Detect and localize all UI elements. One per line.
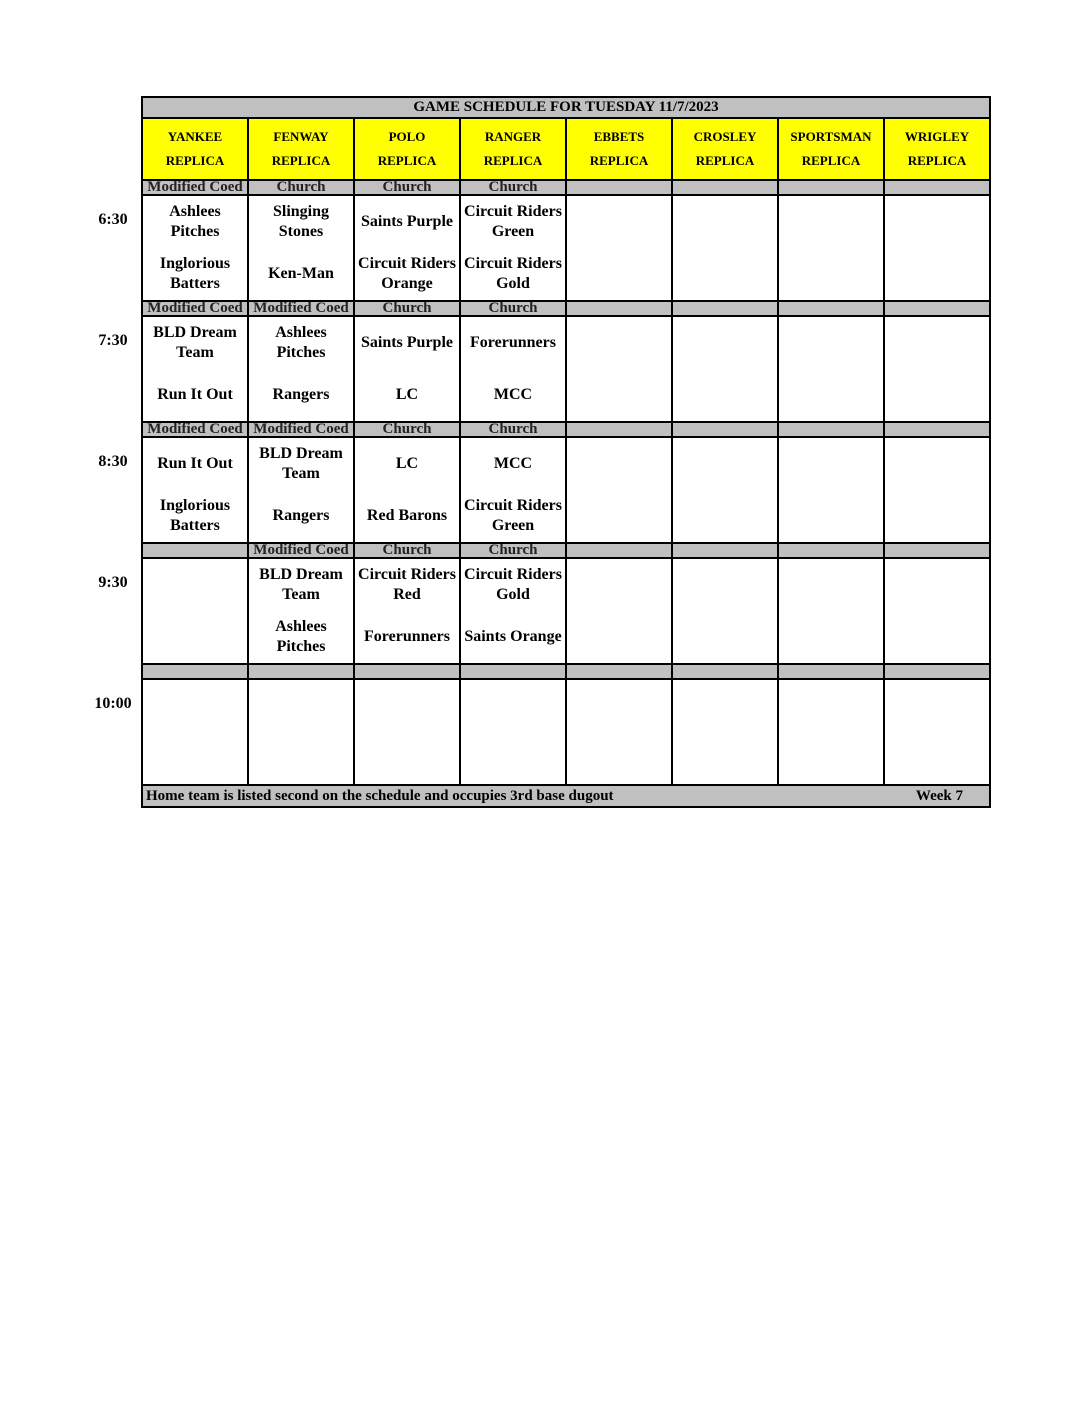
field-subtitle: REPLICA [695,153,755,168]
division-label [884,180,990,195]
division-row [142,180,990,195]
division-label [566,301,672,316]
away-team [567,196,671,248]
field-header-yankee [142,118,248,180]
game-cell [142,679,248,785]
game-cell [566,558,672,664]
home-team [673,611,777,663]
field-header-ebbets [566,118,672,180]
game-cell [142,195,248,301]
home-team [885,490,989,542]
away-team: Forerunners [470,334,556,351]
away-team [885,317,989,369]
title-row [142,97,990,118]
matchup [461,559,565,663]
game-cell [142,316,248,422]
away-team [673,317,777,369]
field-name: RANGER [484,129,542,144]
division-label [778,180,884,195]
home-team [885,369,989,421]
division-label [566,180,672,195]
away-team: MCC [493,455,533,472]
division-row [142,422,990,437]
away-team: Circuit Riders Red [358,566,456,603]
home-team: Rangers [272,507,330,524]
time-slot-label: 7:30 [98,332,128,349]
game-cell [672,558,778,664]
division-label [566,664,672,679]
away-team: BLD Dream Team [259,445,343,482]
home-team [143,732,247,784]
field-name: FENWAY [273,129,329,144]
game-cell [248,316,354,422]
matchup [249,438,353,542]
home-team: Circuit Riders Green [464,497,562,534]
division-label: Church [354,180,460,195]
division-label: Modified Coed [248,301,354,316]
home-team: LC [395,386,419,403]
game-cell [672,195,778,301]
matchup [249,680,353,784]
matchup [249,559,353,663]
field-subtitle: REPLICA [377,153,437,168]
game-cell [142,437,248,543]
division-label [884,422,990,437]
game-cell [142,558,248,664]
away-team [779,559,883,611]
field-subtitle: REPLICA [165,153,225,168]
schedule-table [141,96,991,808]
division-label [142,664,248,679]
division-label [566,422,672,437]
division-row [142,664,990,679]
division-label: Church [354,543,460,558]
home-team: Circuit Riders Gold [464,255,562,292]
matchup [779,559,883,663]
division-label [778,422,884,437]
field-name: WRIGLEY [904,129,970,144]
game-cell [460,316,566,422]
field-name: POLO [388,129,426,144]
away-team: Ashlees Pitches [275,324,327,361]
home-team [673,732,777,784]
division-label [672,301,778,316]
division-label [884,301,990,316]
away-team [779,680,883,732]
away-team [885,680,989,732]
away-team: Saints Purple [360,334,453,351]
field-header-sportsman [778,118,884,180]
division-label: Church [248,180,354,195]
matchup [885,196,989,300]
matchup [779,196,883,300]
field-subtitle: REPLICA [801,153,861,168]
division-label [672,180,778,195]
division-label: Church [460,422,566,437]
away-team [885,196,989,248]
game-cell [672,679,778,785]
game-row [142,437,990,543]
division-label [354,664,460,679]
matchup [567,559,671,663]
division-label [566,543,672,558]
game-cell [248,679,354,785]
away-team [567,559,671,611]
matchup [355,559,459,663]
away-team [779,196,883,248]
away-team [673,196,777,248]
home-team-note: Home team is listed second on the schedule and occupies 3rd base dugout [146,788,614,804]
home-team [673,490,777,542]
division-label: Modified Coed [142,422,248,437]
matchup [461,438,565,542]
field-header-row [142,118,990,180]
home-team: Rangers [272,386,330,403]
away-team: BLD Dream Team [259,566,343,603]
page-title: GAME SCHEDULE FOR TUESDAY 11/7/2023 [142,97,990,118]
matchup [567,438,671,542]
away-team [567,438,671,490]
game-cell [884,679,990,785]
division-label: Church [460,180,566,195]
away-team [143,680,247,732]
matchup [673,438,777,542]
time-slot-label: 10:00 [94,695,132,712]
game-row [142,558,990,664]
away-team: Run It Out [157,455,233,472]
division-label: Church [354,422,460,437]
away-team [885,559,989,611]
away-team [673,680,777,732]
matchup [143,680,247,784]
game-cell [248,558,354,664]
matchup [779,680,883,784]
division-label [672,543,778,558]
home-team: Inglorious Batters [159,497,231,534]
away-team [355,680,459,732]
division-label [672,664,778,679]
away-team [143,559,247,611]
time-slot-label: 6:30 [98,211,128,228]
schedule-sheet [141,96,991,808]
footer-row [142,785,990,807]
home-team: Inglorious Batters [159,255,231,292]
home-team [567,369,671,421]
away-team: Slinging Stones [272,203,330,240]
game-cell [460,558,566,664]
field-name: SPORTSMAN [790,129,872,144]
division-row [142,543,990,558]
home-team [885,732,989,784]
time-slot-label: 8:30 [98,453,128,470]
matchup [567,196,671,300]
division-label [884,543,990,558]
game-row [142,316,990,422]
matchup [143,196,247,300]
time-slot-label: 9:30 [98,574,128,591]
home-team: Ken-Man [268,265,334,282]
game-cell [884,558,990,664]
week-label: Week 7 [915,788,963,804]
game-cell [778,195,884,301]
home-team [567,248,671,300]
home-team: Circuit Riders Orange [358,255,456,292]
away-team [567,317,671,369]
matchup [567,680,671,784]
game-cell [248,437,354,543]
game-cell [778,437,884,543]
game-cell [460,437,566,543]
matchup [673,680,777,784]
home-team [143,611,247,663]
home-team [779,732,883,784]
division-label: Church [460,301,566,316]
home-team: Saints Orange [464,628,562,645]
home-team [461,732,565,784]
away-team [885,438,989,490]
home-team: Ashlees Pitches [275,618,327,655]
division-label: Modified Coed [142,301,248,316]
field-header-crosley [672,118,778,180]
matchup [673,559,777,663]
field-subtitle: REPLICA [271,153,331,168]
game-row [142,679,990,785]
game-cell [566,437,672,543]
game-cell [778,316,884,422]
matchup [779,317,883,421]
home-team [567,611,671,663]
matchup [249,196,353,300]
matchup [461,680,565,784]
home-team [567,732,671,784]
matchup [249,317,353,421]
field-subtitle: REPLICA [907,153,967,168]
away-team: Ashlees Pitches [169,203,221,240]
game-cell [778,679,884,785]
game-cell [354,316,460,422]
home-team: Red Barons [366,507,448,524]
home-team [673,369,777,421]
away-team [567,680,671,732]
matchup [143,559,247,663]
home-team: MCC [493,386,533,403]
division-label [778,543,884,558]
division-label: Modified Coed [248,422,354,437]
game-cell [248,195,354,301]
home-team: Run It Out [157,386,233,403]
division-label [672,422,778,437]
matchup [143,317,247,421]
home-team [779,369,883,421]
game-cell [672,316,778,422]
game-cell [884,195,990,301]
matchup [779,438,883,542]
away-team [779,317,883,369]
away-team: Saints Purple [360,213,453,230]
game-cell [354,558,460,664]
game-cell [566,316,672,422]
home-team [885,248,989,300]
game-cell [460,195,566,301]
game-cell [566,195,672,301]
game-row [142,195,990,301]
game-cell [566,679,672,785]
home-team: Forerunners [364,628,450,645]
footer-cell [142,785,990,807]
matchup [355,196,459,300]
game-cell [460,679,566,785]
field-name: CROSLEY [693,129,757,144]
home-team [885,611,989,663]
matchup [885,680,989,784]
division-label: Modified Coed [142,180,248,195]
away-team [673,559,777,611]
matchup [461,317,565,421]
matchup [355,317,459,421]
field-header-polo [354,118,460,180]
field-subtitle: REPLICA [589,153,649,168]
game-cell [354,195,460,301]
field-name: YANKEE [167,129,223,144]
division-label [248,664,354,679]
field-header-fenway [248,118,354,180]
game-cell [778,558,884,664]
away-team [673,438,777,490]
division-label [884,664,990,679]
field-header-ranger [460,118,566,180]
matchup [355,680,459,784]
matchup [143,438,247,542]
home-team [779,490,883,542]
home-team [779,248,883,300]
matchup [885,438,989,542]
away-team [249,680,353,732]
game-cell [884,437,990,543]
division-label: Church [354,301,460,316]
away-team: BLD Dream Team [153,324,237,361]
away-team: Circuit Riders Green [464,203,562,240]
field-name: EBBETS [593,129,645,144]
away-team: LC [395,455,419,472]
home-team [779,611,883,663]
away-team [779,438,883,490]
matchup [885,559,989,663]
game-cell [884,316,990,422]
division-label: Modified Coed [248,543,354,558]
division-label [142,543,248,558]
division-label [778,301,884,316]
game-cell [354,437,460,543]
home-team [249,732,353,784]
matchup [355,438,459,542]
division-label [460,664,566,679]
field-subtitle: REPLICA [483,153,543,168]
home-team [355,732,459,784]
matchup [885,317,989,421]
matchup [673,196,777,300]
matchup [567,317,671,421]
away-team [461,680,565,732]
away-team: Circuit Riders Gold [464,566,562,603]
field-header-wrigley [884,118,990,180]
matchup [461,196,565,300]
home-team [567,490,671,542]
home-team [673,248,777,300]
division-label [778,664,884,679]
game-cell [354,679,460,785]
division-label: Church [460,543,566,558]
game-cell [672,437,778,543]
matchup [673,317,777,421]
division-row [142,301,990,316]
